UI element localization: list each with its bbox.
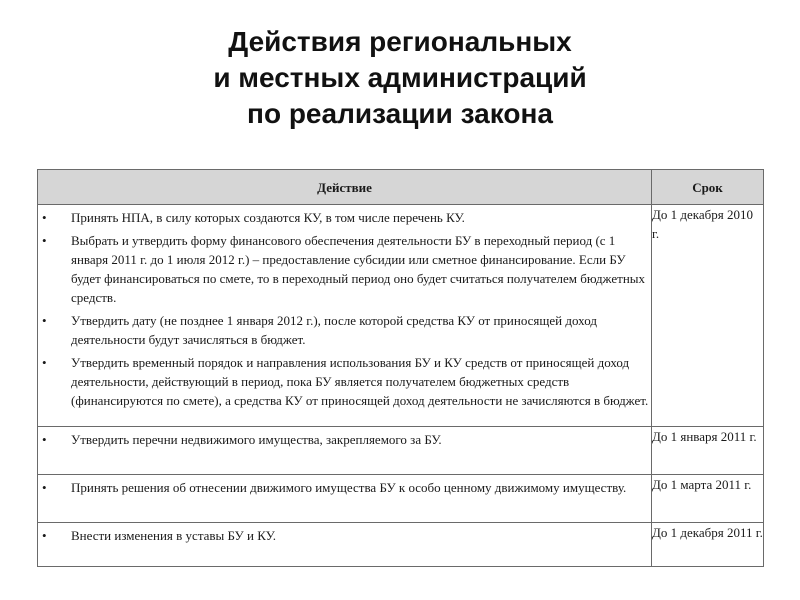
header-deadline: Срок — [652, 170, 764, 205]
bullet-icon: • — [42, 355, 47, 370]
deadline-cell: До 1 марта 2011 г. — [652, 475, 764, 523]
list-item — [38, 526, 649, 545]
action-text: Утвердить временный порядок и направления использования БУ и КУ средств от приносящей доход деятельности, действующий в период, пока БУ является получателем бюджетных средств (финансируются по смете), а средства КУ от приносящей доход деятельности не зачисляются в бюджет. — [71, 355, 649, 408]
list-item — [38, 478, 649, 497]
bullet-icon: • — [42, 528, 47, 543]
action-text: Внести изменения в уставы БУ и КУ. — [71, 528, 276, 543]
action-list — [38, 523, 651, 549]
deadline-cell: До 1 декабря 2011 г. — [652, 523, 764, 567]
list-item — [38, 353, 649, 410]
action-cell — [38, 475, 652, 523]
title-line-2: и местных администраций — [213, 62, 587, 93]
table-row — [38, 427, 764, 475]
bullet-icon: • — [42, 432, 47, 447]
list-item — [38, 208, 649, 227]
table-row — [38, 475, 764, 523]
deadline-cell: До 1 декабря 2010 г. — [652, 205, 764, 427]
bullet-icon: • — [42, 233, 47, 248]
action-cell — [38, 427, 652, 475]
actions-table — [37, 169, 764, 567]
action-list — [38, 205, 651, 414]
action-text: Утвердить перечни недвижимого имущества, закрепляемого за БУ. — [71, 432, 442, 447]
action-cell — [38, 523, 652, 567]
bullet-icon: • — [42, 210, 47, 225]
list-item — [38, 231, 649, 307]
action-text: Принять решения об отнесении движимого имущества БУ к особо ценному движимому имуществу. — [71, 480, 627, 495]
action-list — [38, 427, 651, 453]
action-text: Принять НПА, в силу которых создаются КУ, в том числе перечень КУ. — [71, 210, 465, 225]
list-item — [38, 430, 649, 449]
action-text: Утвердить дату (не позднее 1 января 2012 г.), после которой средства КУ от приносящей доход деятельности будут зачисляться в бюджет. — [71, 313, 597, 347]
deadline-cell: До 1 января 2011 г. — [652, 427, 764, 475]
bullet-icon: • — [42, 480, 47, 495]
table-header-row — [38, 170, 764, 205]
title-line-3: по реализации закона — [247, 98, 553, 129]
list-item — [38, 311, 649, 349]
title-line-1: Действия региональных — [228, 26, 572, 57]
header-action: Действие — [38, 170, 652, 205]
page-title — [0, 24, 800, 132]
action-list — [38, 475, 651, 501]
table-row — [38, 523, 764, 567]
action-cell — [38, 205, 652, 427]
action-text: Выбрать и утвердить форму финансового обеспечения деятельности БУ в переходный период (с 1 января 2011 г. до 1 июля 2012 г.) – предоставление субсидии или сметное финансирование. Если БУ будет финансироваться по смете, то в переходный период оно будет считаться получателем бюджетных средств. — [71, 233, 646, 305]
bullet-icon: • — [42, 313, 47, 328]
table-row — [38, 205, 764, 427]
